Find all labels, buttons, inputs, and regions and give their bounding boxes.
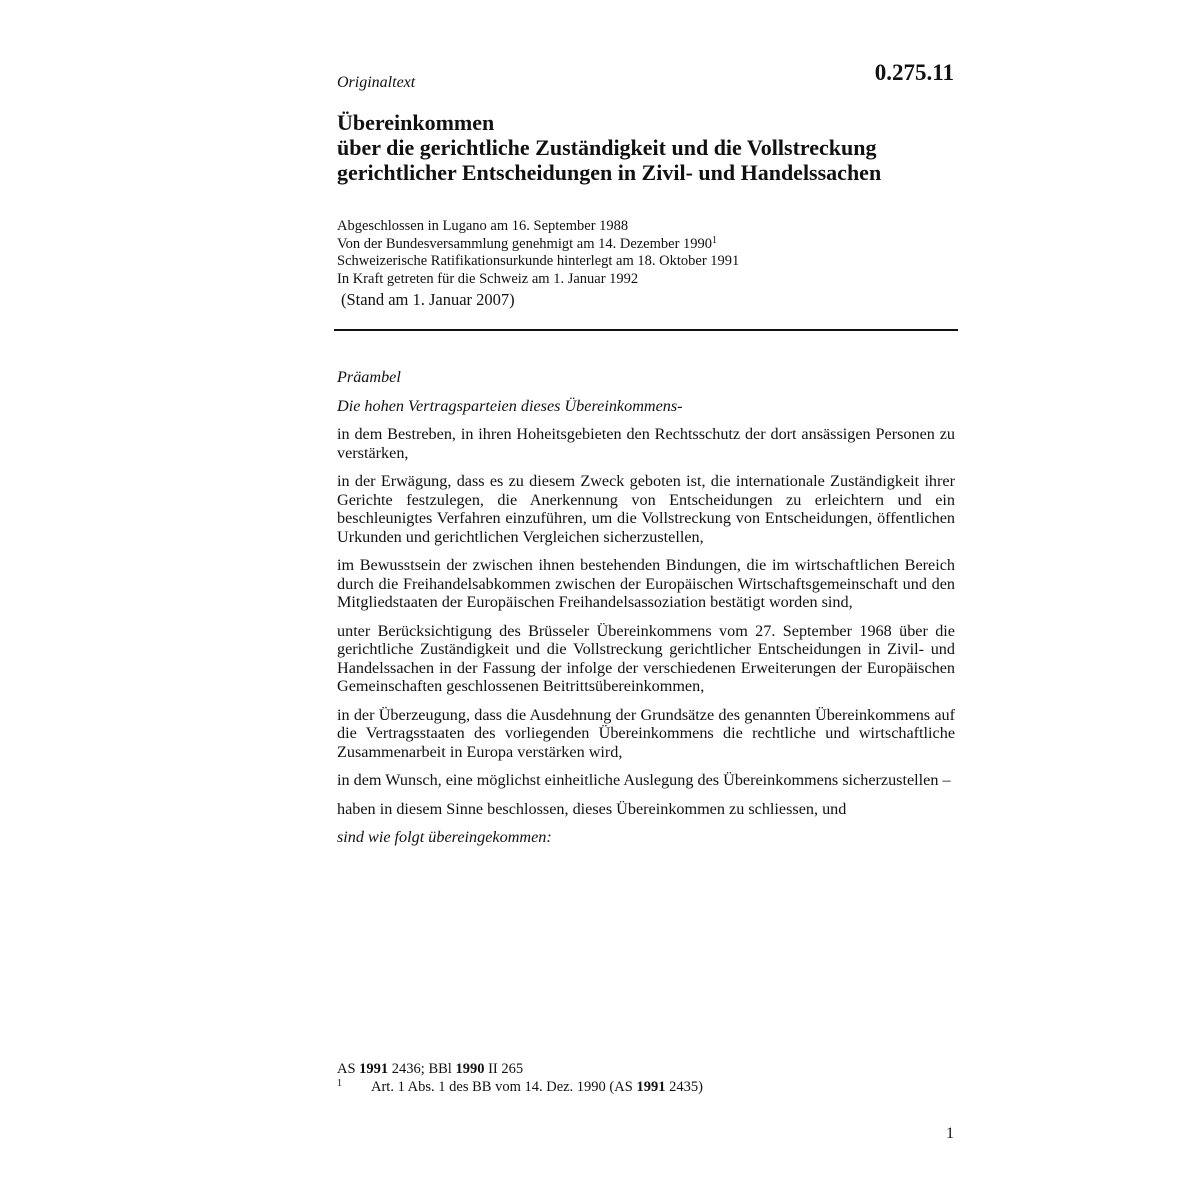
source-reference — [337, 1060, 703, 1078]
preamble-body — [337, 368, 955, 857]
source-as-year: 1991 — [359, 1061, 389, 1077]
source-mid: 2436; BBl — [388, 1061, 456, 1077]
title-line-1: Übereinkommen — [337, 110, 495, 135]
preamble-paragraph: in der Überzeugung, dass die Ausdehnung der Grundsätze des genannten Übereinkommens auf die Vertragsstaaten des vorliegenden Übereinkommens die rechtliche und wirtschaftliche Zusammenarbeit in Europa verstärken wird, — [337, 705, 955, 761]
source-bbl-year: 1990 — [455, 1061, 485, 1077]
stand-date: (Stand am 1. Januar 2007) — [341, 290, 515, 309]
footnote-1-prefix: Art. 1 Abs. 1 des BB vom 14. Dez. 1990 (AS — [371, 1079, 637, 1095]
sr-number: 0.275.11 — [874, 60, 954, 85]
preamble-paragraph: in der Erwägung, dass es zu diesem Zweck geboten ist, die internationale Zuständigkeit ihrer Gerichte festzulegen, die Anerkennung von Entscheidungen zu erleichtern und ein beschleunigtes Verfahren einzuführen, um die Vollstreckung von Entscheidungen, öffentlichen Urkunden und gerichtlichen Vergleichen sicherzustellen, — [337, 472, 955, 546]
preamble-paragraph: haben in diesem Sinne beschlossen, dieses Übereinkommen zu schliessen, und — [337, 799, 847, 818]
closing-line: sind wie folgt übereingekommen: — [337, 828, 552, 846]
header-divider — [334, 329, 958, 331]
footnote-1: 1 Art. 1 Abs. 1 des BB vom 14. Dez. 1990 (AS 1991 2435) — [337, 1078, 703, 1095]
ratification-line: Schweizerische Ratifikationsurkunde hinterlegt am 18. Oktober 1991 — [337, 253, 740, 269]
footnote-ref-1[interactable]: 1 — [712, 234, 718, 246]
concluded-line: Abgeschlossen in Lugano am 16. September 1988 — [337, 218, 629, 234]
preamble-paragraph: in dem Bestreben, in ihren Hoheitsgebieten den Rechtsschutz der dort ansässigen Personen zu verstärken, — [337, 425, 955, 462]
footnote-1-suffix: 2435) — [665, 1079, 703, 1095]
source-prefix: AS — [337, 1061, 360, 1077]
page-number: 1 — [946, 1125, 954, 1142]
source-suffix: II 265 — [484, 1061, 524, 1077]
approved-text: Von der Bundesversammlung genehmigt am 14. Dezember 1990 — [337, 235, 713, 252]
originaltext-label: Originaltext — [337, 74, 416, 91]
preamble-heading: Präambel — [337, 368, 401, 386]
preamble-paragraph: unter Berücksichtigung des Brüsseler Übereinkommens vom 27. September 1968 über die gerichtliche Zuständigkeit und die Vollstreckung gerichtlicher Entscheidungen in Zivil- und Handelssachen in der Fassung der infolge der verschiedenen Erweiterungen der Europäischen Gemeinschaften geschlossenen Beitrittsübereinkommen, — [337, 621, 955, 695]
preamble-paragraph: in dem Wunsch, eine möglichst einheitliche Auslegung des Übereinkommens sicherzustellen – — [337, 771, 951, 789]
title-line-2: über die gerichtliche Zuständigkeit und die Vollstreckung — [337, 135, 877, 160]
footnotes — [337, 1060, 703, 1096]
footnote-1-year: 1991 — [636, 1079, 666, 1095]
treaty-metadata — [337, 218, 739, 288]
preamble-paragraph: im Bewusstsein der zwischen ihnen bestehenden Bindungen, die im wirtschaftlichen Bereich durch die Freihandelsabkommen zwischen der Europäischen Wirtschaftsgemeinschaft und den Mitgliedstaaten der Europäischen Freihandelsassoziation bestätigt worden sind, — [337, 556, 955, 611]
parties-line: Die hohen Vertragsparteien dieses Übereinkommens- — [337, 396, 683, 415]
in-force-line: In Kraft getreten für die Schweiz am 1. Januar 1992 — [337, 270, 639, 287]
approved-line — [337, 236, 739, 254]
document-title — [337, 110, 881, 185]
title-line-3: gerichtlicher Entscheidungen in Zivil- und Handelssachen — [337, 160, 882, 185]
